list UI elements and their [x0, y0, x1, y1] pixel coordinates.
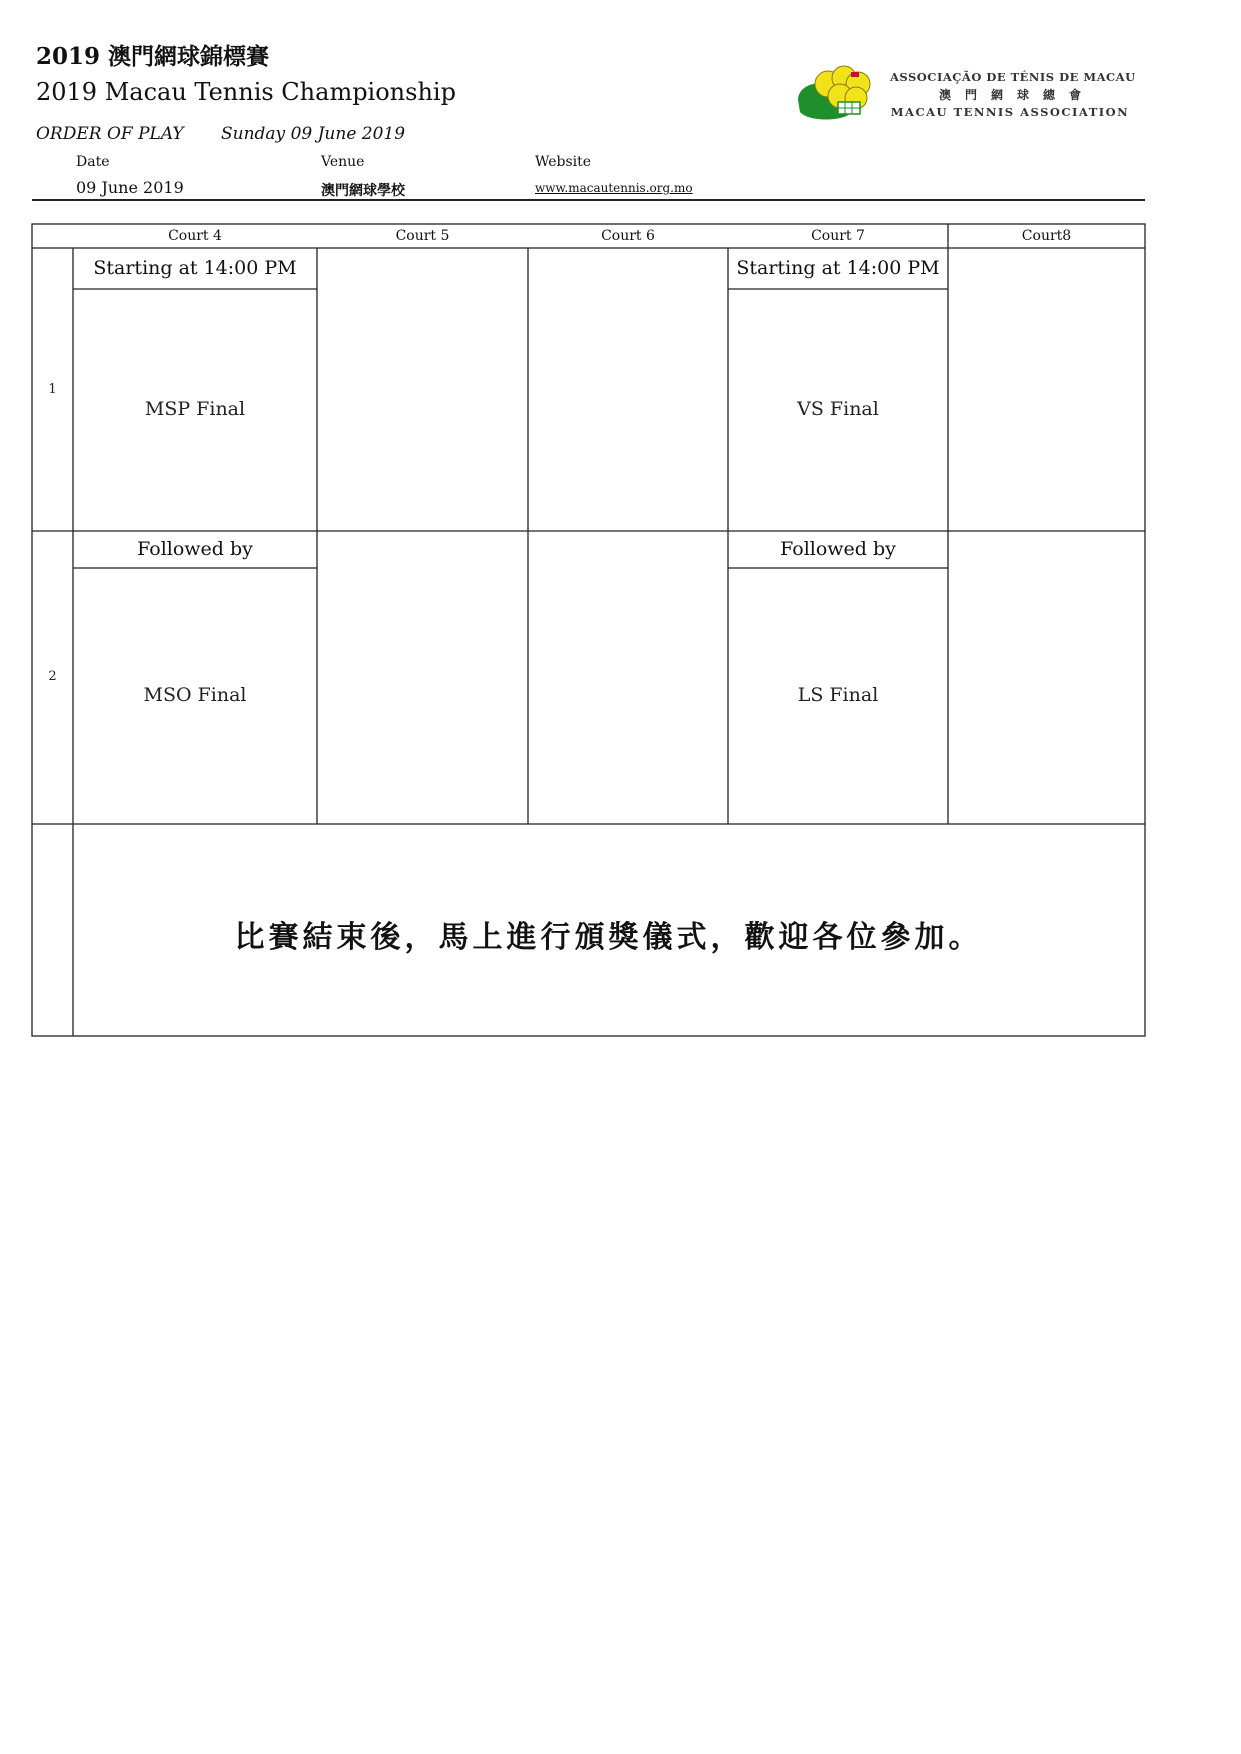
title-chinese: 2019 澳門網球錦標賽 [36, 43, 270, 70]
match-cell: MSP Final [144, 398, 246, 420]
court-header-5: Court 5 [395, 228, 450, 244]
court-header-8: Court8 [1021, 228, 1072, 244]
website-label: Website [535, 154, 592, 170]
match-cell: LS Final [797, 684, 879, 706]
order-of-play-date: Sunday 09 June 2019 [221, 124, 406, 144]
slot-start-time: Starting at 14:00 PM [93, 257, 297, 279]
date-label: Date [76, 154, 110, 170]
association-name-chinese: 澳門網球總會 [938, 88, 1095, 102]
match-cell: VS Final [797, 398, 879, 420]
slot-start-time: Starting at 14:00 PM [736, 257, 940, 279]
website-link[interactable]: www.macautennis.org.mo [535, 181, 693, 195]
slot-followed-by: Followed by [137, 538, 253, 560]
venue-value: 澳門網球學校 [321, 183, 405, 199]
date-value: 09 June 2019 [76, 178, 184, 197]
row-number: 1 [48, 382, 57, 397]
court-header-7: Court 7 [811, 228, 865, 244]
title-english: 2019 Macau Tennis Championship [36, 78, 456, 106]
order-of-play-label: ORDER OF PLAY [36, 124, 184, 144]
slot-followed-by: Followed by [780, 538, 896, 560]
association-name-english: MACAU TENNIS ASSOCIATION [890, 105, 1130, 119]
court-header-4: Court 4 [168, 228, 222, 244]
row-number: 2 [48, 669, 57, 684]
court-header-6: Court 6 [601, 228, 655, 244]
venue-label: Venue [321, 154, 365, 170]
association-name-portuguese: ASSOCIAÇÃO DE TÉNIS DE MACAU [890, 70, 1136, 84]
award-ceremony-notice: 比賽結束後，馬上進行頒獎儀式，歡迎各位參加。 [234, 920, 983, 955]
match-cell: MSO Final [143, 684, 247, 706]
